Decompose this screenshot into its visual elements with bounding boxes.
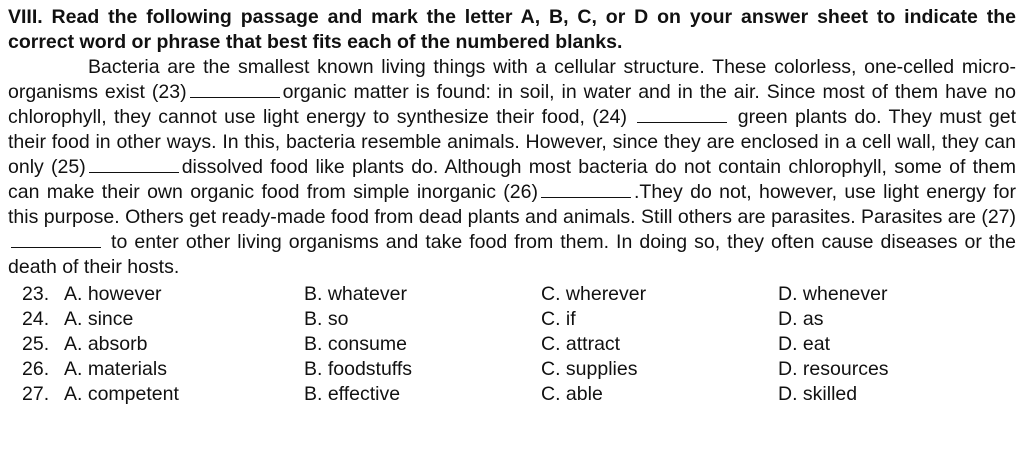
option-b: B. effective bbox=[304, 383, 401, 405]
option-d: D. skilled bbox=[778, 383, 858, 405]
passage-text-5: .They do not, however, use light energy for this purpose. Others get ready-made food from dead plants and animals. Still others are parasites. Parasites are (27) bbox=[8, 181, 1017, 228]
blank-27 bbox=[11, 231, 101, 248]
option-b: B. foodstuffs bbox=[304, 358, 413, 380]
option-c: C. if bbox=[541, 308, 576, 330]
option-b: B. whatever bbox=[304, 283, 407, 305]
question-number: 25. bbox=[22, 333, 50, 355]
passage-text-2: organic matter is found: in soil, in water and in the air. Since most of them have no chlorophyll, they cannot use light energy to synthesize their food, (24) bbox=[8, 81, 1016, 128]
option-a: A. however bbox=[64, 283, 162, 305]
question-number: 24. bbox=[22, 308, 50, 330]
blank-24 bbox=[637, 106, 727, 123]
blank-25 bbox=[89, 156, 179, 173]
option-c: C. attract bbox=[541, 333, 621, 355]
option-c: C. wherever bbox=[541, 283, 647, 305]
option-a: A. materials bbox=[64, 358, 167, 380]
option-a: A. absorb bbox=[64, 333, 148, 355]
option-d: D. resources bbox=[778, 358, 889, 380]
question-number: 27. bbox=[22, 383, 50, 405]
option-d: D. as bbox=[778, 308, 824, 330]
question-row-24 bbox=[8, 307, 1016, 332]
option-d: D. eat bbox=[778, 333, 831, 355]
reading-passage bbox=[8, 55, 1016, 280]
question-row-23 bbox=[8, 282, 1016, 307]
blank-26 bbox=[541, 181, 631, 198]
question-number: 26. bbox=[22, 358, 50, 380]
option-d: D. whenever bbox=[778, 283, 888, 305]
passage-text-6: to enter other living organisms and take food from them. In doing so, they often cause diseases or the death of their hosts. bbox=[8, 231, 1016, 278]
question-row-25 bbox=[8, 332, 1016, 357]
question-number: 23. bbox=[22, 283, 50, 305]
passage-text-4: dissolved food like plants do. Although most bacteria do not contain chlorophyll, some of them can make their own organic food from simple inorganic (26) bbox=[8, 156, 1016, 203]
blank-23 bbox=[190, 81, 280, 98]
option-c: C. able bbox=[541, 383, 603, 405]
option-b: B. so bbox=[304, 308, 349, 330]
option-a: A. competent bbox=[64, 383, 179, 405]
answer-options bbox=[8, 282, 1016, 407]
question-row-27 bbox=[8, 382, 1016, 407]
exercise-heading: VIII. Read the following passage and mark the letter A, B, C, or D on your answer sheet to indicate the correct word or phrase that best fits each of the numbered blanks. bbox=[8, 6, 1016, 53]
option-c: C. supplies bbox=[541, 358, 638, 380]
passage-text-3: green plants do. They must get their food in other ways. In this, bacteria resemble animals. However, since they are enclosed in a cell wall, they can only (25) bbox=[8, 106, 1016, 178]
option-b: B. consume bbox=[304, 333, 407, 355]
question-row-26 bbox=[8, 357, 1016, 382]
option-a: A. since bbox=[64, 308, 134, 330]
passage-text-1: Bacteria are the smallest known living things with a cellular structure. These colorless, one-celled micro-organisms exist (23) bbox=[8, 56, 1016, 103]
